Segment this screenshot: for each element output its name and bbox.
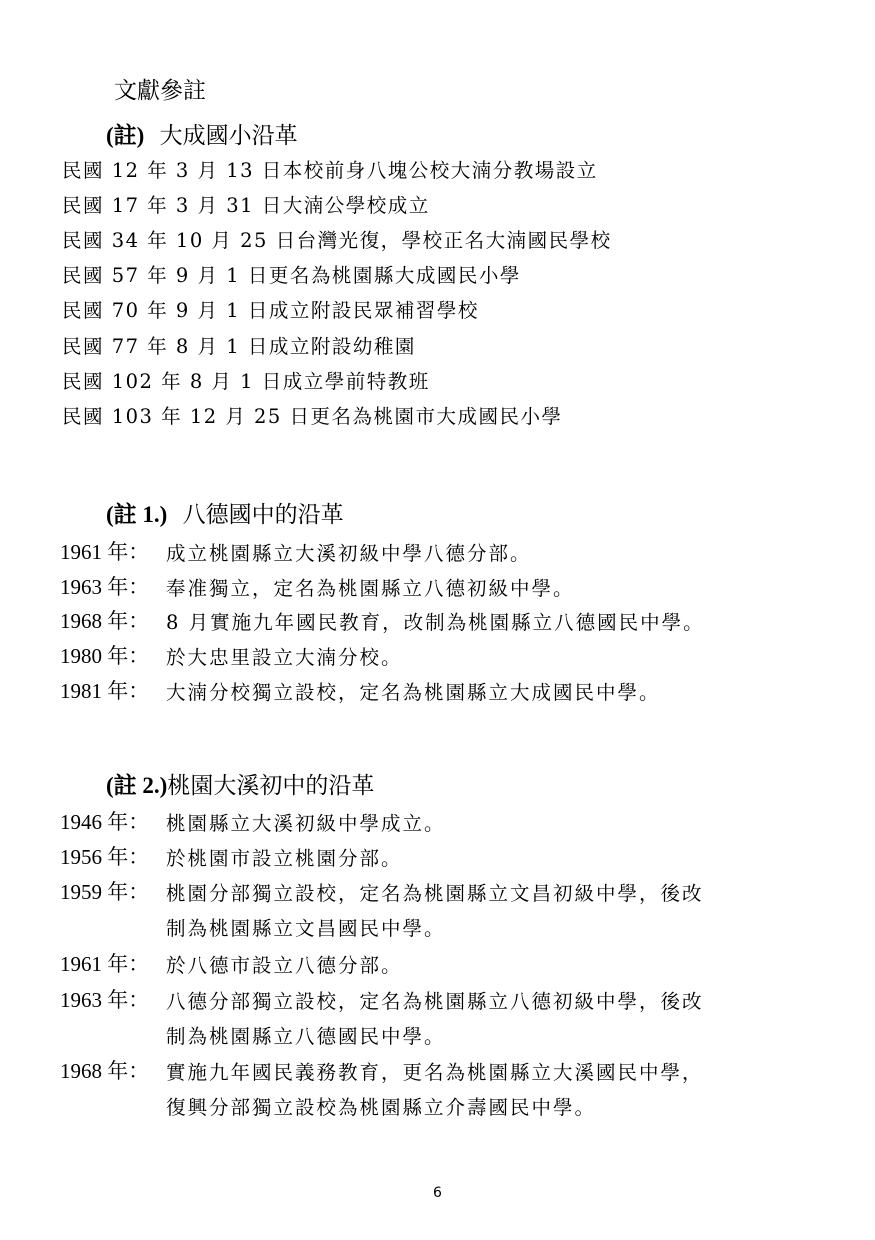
page-number: 6 [433,1185,442,1201]
note0-line: 民國 34 年 10 月 25 日台灣光復，學校正名大湳國民學校 [62,229,612,252]
entry-year: 1981 年： [60,679,150,703]
note0-line: 民國 70 年 9 月 1 日成立附設民眾補習學校 [62,299,479,322]
note0-line: 民國 57 年 9 月 1 日更名為桃園縣大成國民小學 [62,264,521,287]
entry-text: 8 月實施九年國民教育，改制為桃園縣立八德國民中學。 [166,611,705,634]
note0-line: 民國 103 年 12 月 25 日更名為桃園市大成國民小學 [62,405,563,428]
entry-text: 於大忠里設立大湳分校。 [166,646,403,669]
note0-title: 大成國小沿革 [159,123,298,149]
entry-year: 1961 年： [60,540,150,564]
entry-text: 桃園縣立大溪初級中學成立。 [166,812,446,835]
entry-year: 1968 年： [60,609,150,633]
entry-year: 1963 年： [60,988,150,1012]
entry-text-continued: 復興分部獨立設校為桃園縣立介壽國民中學。 [166,1096,597,1119]
entry-text: 於八德市設立八德分部。 [166,954,403,977]
entry-text-continued: 制為桃園縣立文昌國民中學。 [166,917,446,940]
note2-title: 桃園大溪初中的沿革 [167,773,375,799]
note0-line: 民國 12 年 3 月 13 日本校前身八塊公校大湳分教場設立 [62,159,598,182]
note0-tag: (註) [106,123,145,148]
entry-year: 1980 年： [60,644,150,668]
note0-line: 民國 77 年 8 月 1 日成立附設幼稚園 [62,335,416,358]
section-title: 文獻參註 [114,78,206,104]
entry-text: 成立桃園縣立大溪初級中學八德分部。 [166,542,532,565]
entry-year: 1959 年： [60,880,150,904]
entry-text: 大湳分校獨立設校，定名為桃園縣立大成國民中學。 [166,681,661,704]
entry-year: 1956 年： [60,845,150,869]
entry-text: 於桃園市設立桃園分部。 [166,847,403,870]
note1-tag: (註 1.) [106,502,168,527]
note2-tag: (註 2.) [106,773,168,798]
entry-year: 1961 年： [60,952,150,976]
note0-line: 民國 102 年 8 月 1 日成立學前特教班 [62,370,430,393]
note2-heading [106,767,374,800]
entry-year: 1968 年： [60,1059,150,1083]
note0-line: 民國 17 年 3 月 31 日大湳公學校成立 [62,194,430,217]
entry-text: 實施九年國民義務教育，更名為桃園縣立大溪國民中學， [166,1061,704,1084]
note0-heading [106,117,298,150]
entry-year: 1946 年： [60,810,150,834]
entry-text: 奉准獨立，定名為桃園縣立八德初級中學。 [166,577,575,600]
entry-year: 1963 年： [60,575,150,599]
note1-heading [106,496,344,529]
note1-title: 八德國中的沿革 [182,502,344,528]
entry-text: 八德分部獨立設校，定名為桃園縣立八德初級中學，後改 [166,990,704,1013]
entry-text-continued: 制為桃園縣立八德國民中學。 [166,1025,446,1048]
entry-text: 桃園分部獨立設校，定名為桃園縣立文昌初級中學，後改 [166,882,704,905]
